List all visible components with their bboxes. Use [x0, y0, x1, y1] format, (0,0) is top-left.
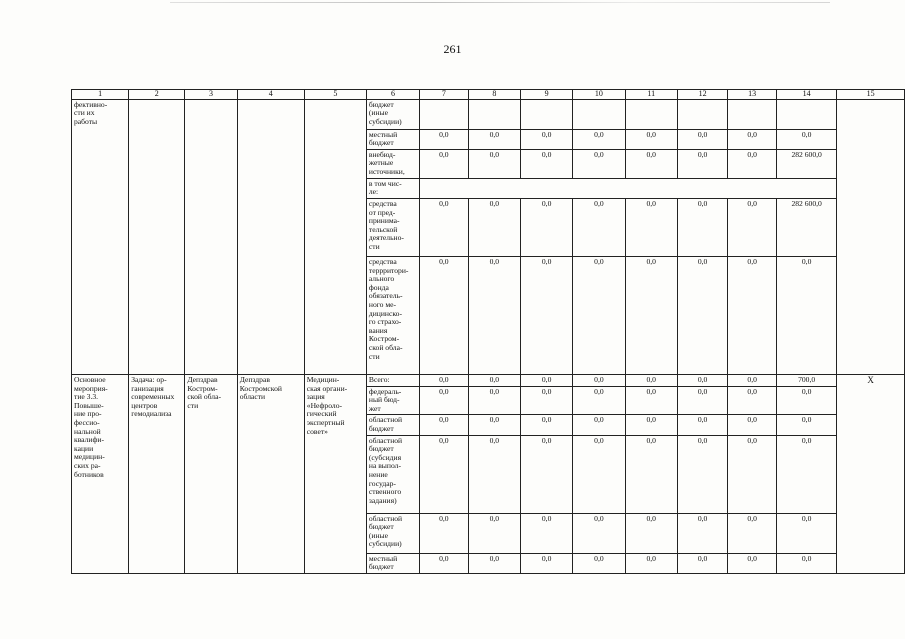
value-cell-col13: 0,0 [728, 435, 777, 513]
value-cell-col10: 0,0 [573, 415, 625, 435]
funding-source-cell: средства от пред- принима- тельской деятельно- сти [366, 198, 419, 256]
column-header-14: 14 [777, 90, 837, 100]
funding-source-cell: Всего: [366, 374, 419, 386]
value-cell-col9: 0,0 [520, 435, 572, 513]
column-header-9: 9 [520, 90, 572, 100]
value-cell-col11: 0,0 [625, 374, 677, 386]
responsible-cell: Депздрав Костромской области [237, 374, 304, 573]
value-cell-col12: 0,0 [677, 386, 727, 415]
task-cell: Задача: ор- ганизация современных центров гемодиализа [129, 374, 185, 573]
value-cell-col14: 0,0 [777, 513, 837, 553]
activity-cell: фективно- сти их работы [72, 99, 129, 374]
table-row [72, 99, 905, 129]
value-cell-col10 [573, 99, 625, 129]
value-cell-col10: 0,0 [573, 386, 625, 415]
value-cell-col7: 0,0 [420, 374, 469, 386]
col15-cell [837, 99, 905, 374]
value-cell-col9 [520, 99, 572, 129]
funding-source-cell: областной бюджет (субсидия на выпол- нение государ- ственного задания) [366, 435, 419, 513]
header-row [72, 90, 905, 100]
value-cell-col9: 0,0 [520, 415, 572, 435]
value-cell-col8: 0,0 [468, 129, 520, 149]
col15-mark-cell: Х [837, 374, 905, 573]
value-cell-col7: 0,0 [420, 256, 469, 374]
value-cell-col14: 0,0 [777, 256, 837, 374]
value-cell-col8: 0,0 [468, 553, 520, 573]
value-cell-col12: 0,0 [677, 415, 727, 435]
column-header-10: 10 [573, 90, 625, 100]
value-cell-col12: 0,0 [677, 553, 727, 573]
value-cell-col10: 0,0 [573, 129, 625, 149]
value-cell-col13: 0,0 [728, 386, 777, 415]
funding-source-cell: местный бюджет [366, 129, 419, 149]
value-cell-col10: 0,0 [573, 149, 625, 178]
value-cell-col10: 0,0 [573, 256, 625, 374]
value-cell-col7: 0,0 [420, 435, 469, 513]
value-cell-col11: 0,0 [625, 513, 677, 553]
value-cell-col14: 0,0 [777, 415, 837, 435]
value-cell-col10: 0,0 [573, 374, 625, 386]
column-header-12: 12 [677, 90, 727, 100]
value-cell-col9: 0,0 [520, 513, 572, 553]
funding-source-cell: бюджет (иные субсидии) [366, 99, 419, 129]
value-cell-col9: 0,0 [520, 553, 572, 573]
column-header-1: 1 [72, 90, 129, 100]
value-cell-col11: 0,0 [625, 149, 677, 178]
value-cell-col10: 0,0 [573, 198, 625, 256]
funding-source-cell: средства террритори- ального фонда обязатель- ного ме- дицинско- го страхо- вания Костром- ской обла- сти [366, 256, 419, 374]
value-cell-col8: 0,0 [468, 513, 520, 553]
column-header-4: 4 [237, 90, 304, 100]
value-cell-col7: 0,0 [420, 198, 469, 256]
value-cell-col11: 0,0 [625, 553, 677, 573]
value-cell-col9: 0,0 [520, 256, 572, 374]
value-cell-col7: 0,0 [420, 386, 469, 415]
value-cell-col9: 0,0 [520, 149, 572, 178]
value-cell-col13: 0,0 [728, 149, 777, 178]
budget-table [71, 89, 905, 574]
value-cell-col10: 0,0 [573, 435, 625, 513]
value-cell-col8 [468, 99, 520, 129]
value-cell-col8: 0,0 [468, 415, 520, 435]
column-header-5: 5 [304, 90, 366, 100]
value-cell-col14: 0,0 [777, 435, 837, 513]
value-cell-col9: 0,0 [520, 374, 572, 386]
value-cell-col8: 0,0 [468, 256, 520, 374]
value-cell-col10: 0,0 [573, 553, 625, 573]
value-cell-col9: 0,0 [520, 129, 572, 149]
value-cell-col14 [777, 99, 837, 129]
funding-source-cell: областной бюджет (иные субсидии) [366, 513, 419, 553]
funding-source-cell: в том чис- ле: [366, 178, 419, 198]
value-cell-col11 [625, 99, 677, 129]
value-cell-col13: 0,0 [728, 415, 777, 435]
value-cell-col13: 0,0 [728, 129, 777, 149]
empty-span-cell [420, 178, 837, 198]
value-cell-col12: 0,0 [677, 435, 727, 513]
value-cell-col8: 0,0 [468, 435, 520, 513]
column-header-6: 6 [366, 90, 419, 100]
value-cell-col12: 0,0 [677, 256, 727, 374]
value-cell-col12: 0,0 [677, 374, 727, 386]
column-header-13: 13 [728, 90, 777, 100]
page-number: 261 [443, 42, 462, 56]
activity-cell: Основное мероприя- тие 3.3. Повыше- ние про- фессио- нальной квалифи- кации медицин- ских ра- ботников [72, 374, 129, 573]
column-header-7: 7 [420, 90, 469, 100]
value-cell-col9: 0,0 [520, 198, 572, 256]
value-cell-col14: 282 600,0 [777, 149, 837, 178]
column-header-11: 11 [625, 90, 677, 100]
column-header-2: 2 [129, 90, 185, 100]
value-cell-col13 [728, 99, 777, 129]
value-cell-col12: 0,0 [677, 513, 727, 553]
value-cell-col7: 0,0 [420, 129, 469, 149]
value-cell-col11: 0,0 [625, 256, 677, 374]
value-cell-col12 [677, 99, 727, 129]
value-cell-col14: 0,0 [777, 553, 837, 573]
value-cell-col8: 0,0 [468, 374, 520, 386]
value-cell-col9: 0,0 [520, 386, 572, 415]
empty-cell-col5 [304, 99, 366, 374]
empty-cell-col2 [129, 99, 185, 374]
value-cell-col13: 0,0 [728, 198, 777, 256]
value-cell-col11: 0,0 [625, 415, 677, 435]
value-cell-col14: 282 600,0 [777, 198, 837, 256]
column-header-8: 8 [468, 90, 520, 100]
value-cell-col7: 0,0 [420, 553, 469, 573]
funding-source-cell: федераль- ный бюд- жет [366, 386, 419, 415]
value-cell-col8: 0,0 [468, 386, 520, 415]
funding-source-cell: местный бюджет [366, 553, 419, 573]
value-cell-col12: 0,0 [677, 198, 727, 256]
value-cell-col13: 0,0 [728, 374, 777, 386]
value-cell-col7: 0,0 [420, 513, 469, 553]
table-row [72, 374, 905, 386]
value-cell-col12: 0,0 [677, 129, 727, 149]
value-cell-col11: 0,0 [625, 386, 677, 415]
scan-artifact-line [170, 2, 830, 3]
organization-cell: Медицин- ская органи- зация «Нефроло- гический экспертный совет» [304, 374, 366, 573]
value-cell-col11: 0,0 [625, 198, 677, 256]
value-cell-col13: 0,0 [728, 256, 777, 374]
value-cell-col13: 0,0 [728, 553, 777, 573]
value-cell-col13: 0,0 [728, 513, 777, 553]
funding-source-cell: внебюд- жетные источники, [366, 149, 419, 178]
value-cell-col14: 700,0 [777, 374, 837, 386]
value-cell-col14: 0,0 [777, 386, 837, 415]
empty-cell-col4 [237, 99, 304, 374]
value-cell-col11: 0,0 [625, 129, 677, 149]
empty-cell-col3 [185, 99, 237, 374]
executor-cell: Депздрав Костром- ской обла- сти [185, 374, 237, 573]
value-cell-col14: 0,0 [777, 129, 837, 149]
column-header-15: 15 [837, 90, 905, 100]
value-cell-col7 [420, 99, 469, 129]
value-cell-col10: 0,0 [573, 513, 625, 553]
funding-source-cell: областной бюджет [366, 415, 419, 435]
column-header-3: 3 [185, 90, 237, 100]
value-cell-col8: 0,0 [468, 149, 520, 178]
value-cell-col8: 0,0 [468, 198, 520, 256]
value-cell-col7: 0,0 [420, 149, 469, 178]
value-cell-col11: 0,0 [625, 435, 677, 513]
value-cell-col7: 0,0 [420, 415, 469, 435]
value-cell-col12: 0,0 [677, 149, 727, 178]
